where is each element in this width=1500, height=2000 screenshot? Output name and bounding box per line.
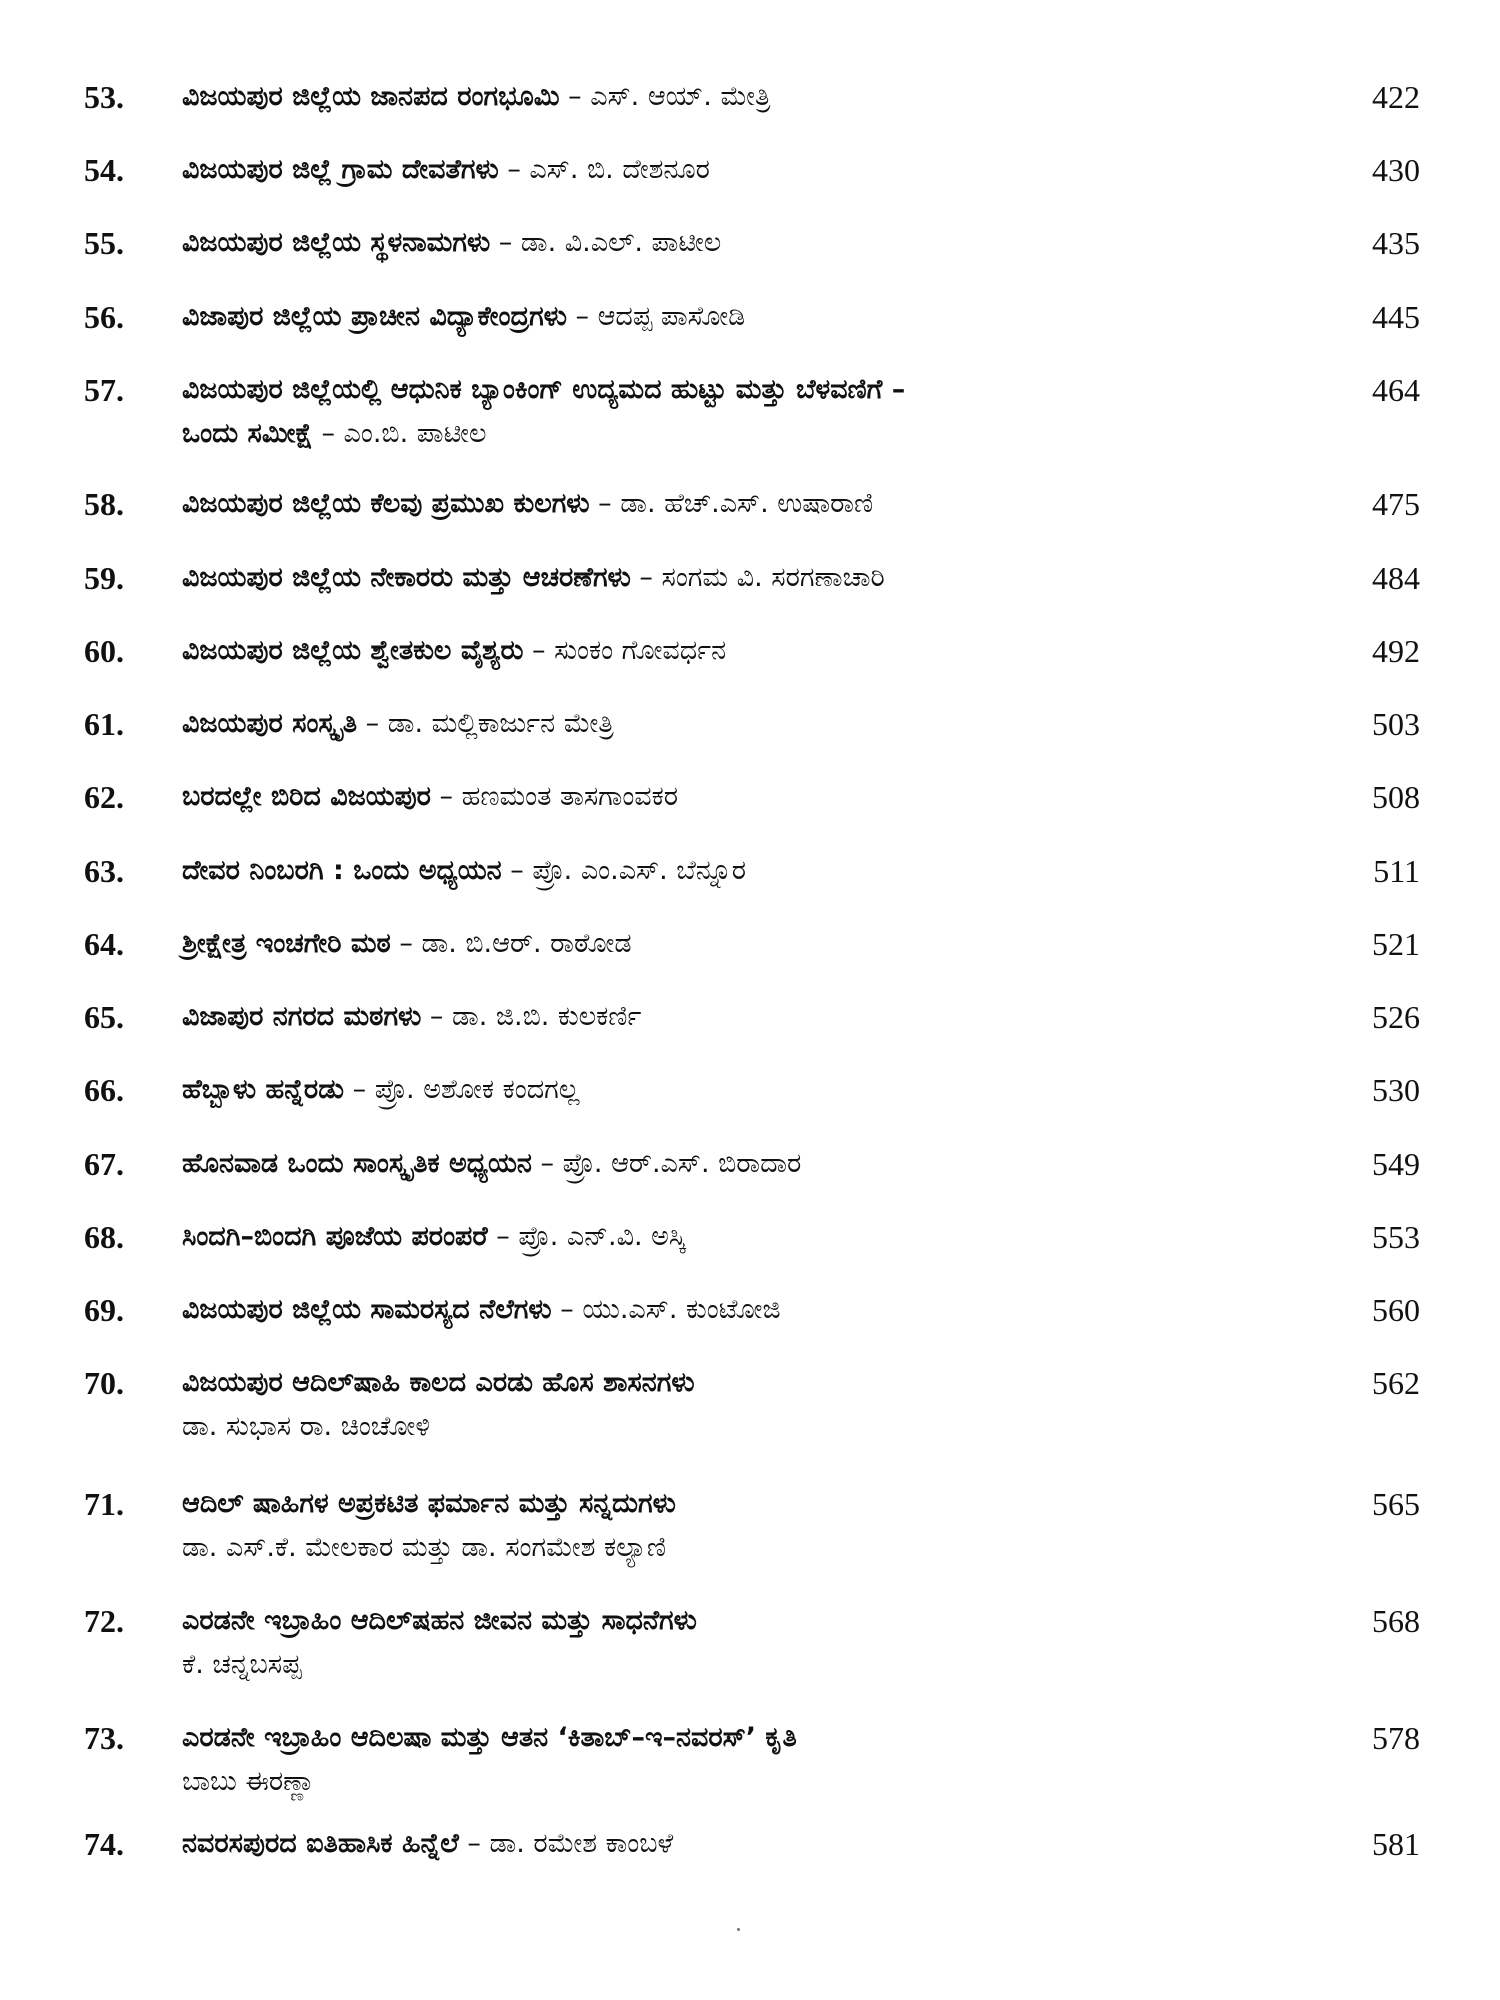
entry-page-number: 511	[1373, 853, 1420, 889]
dash-separator: –	[357, 708, 388, 739]
dash-separator: –	[566, 301, 598, 332]
entry-title: ಸಿಂದಗಿ–ಬಿಂದಗಿ ಪೂಜೆಯ ಪರಂಪರೆ	[182, 1221, 488, 1252]
entry-author: ಡಾ. ರಮೇಶ ಕಾಂಬಳೆ	[489, 1828, 674, 1859]
entry-title: ಆದಿಲ್ ಷಾಹಿಗಳ ಅಪ್ರಕಟಿತ ಫರ್ಮಾನ ಮತ್ತು ಸನ್ನದುಗಳು	[182, 1488, 676, 1519]
entry-title-line	[182, 295, 1182, 339]
dash-separator: –	[559, 81, 591, 112]
entry-page-number: 578	[1372, 1720, 1420, 1756]
entry-author: ಡಾ. ಹೆಚ್.ಎಸ್. ಉಷಾರಾಣಿ	[620, 488, 874, 519]
entry-author: ಡಾ. ಬಿ.ಆರ್. ರಾಠೋಡ	[421, 928, 632, 959]
entry-title-line	[182, 702, 1182, 746]
entry-title: ಶ್ರೀಕ್ಷೇತ್ರ ಇಂಚಗೇರಿ ಮಠ	[182, 928, 391, 959]
entry-page-number: 560	[1372, 1292, 1420, 1328]
entry-title: ವಿಜಯಪುರ ಜಿಲ್ಲೆ ಗ್ರಾಮ ದೇವತೆಗಳು	[182, 154, 499, 185]
entry-title-line	[182, 922, 1182, 966]
entry-number: 72.	[84, 1603, 124, 1639]
entry-number: 53.	[84, 79, 124, 115]
entry-page-number: 581	[1372, 1826, 1420, 1862]
entry-page-number: 492	[1372, 633, 1420, 669]
entry-page-number: 521	[1372, 926, 1420, 962]
dash-separator: –	[531, 1148, 563, 1179]
entry-number: 61.	[84, 706, 124, 742]
entry-number: 71.	[84, 1486, 124, 1522]
entry-title: ವಿಜಯಪುರ ಜಿಲ್ಲೆಯ ಜಾನಪದ ರಂಗಭೂಮಿ	[182, 81, 560, 112]
dash-separator: –	[312, 418, 344, 449]
entry-author: ಯು.ಎಸ್. ಕುಂಟೋಜಿ	[582, 1294, 781, 1325]
entry-author: ಎಸ್. ಬಿ. ದೇಶನೂರ	[529, 154, 710, 185]
entry-number: 57.	[84, 372, 124, 408]
entry-author: ಪ್ರೊ. ಎನ್.ವಿ. ಅಸ್ಕಿ	[518, 1221, 686, 1252]
entry-author: ಡಾ. ಜಿ.ಬಿ. ಕುಲಕರ್ಣಿ	[451, 1001, 642, 1032]
dash-separator: –	[490, 227, 521, 258]
entry-number: 56.	[84, 299, 124, 335]
dash-separator: –	[430, 781, 462, 812]
entry-author: ಎಂ.ಬಿ. ಪಾಟೀಲ	[343, 418, 487, 449]
entry-author: ಆದಪ್ಪ ಪಾಸೋಡಿ	[597, 301, 746, 332]
entry-author: ಪ್ರೊ. ಆರ್.ಎಸ್. ಬಿರಾದಾರ	[562, 1148, 802, 1179]
page-speck	[737, 1928, 740, 1931]
entry-title: ವಿಜಯಪುರ ಆದಿಲ್‌ಷಾಹಿ ಕಾಲದ ಎರಡು ಹೊಸ ಶಾಸನಗಳು	[182, 1367, 695, 1398]
dash-separator: –	[390, 928, 422, 959]
entry-title-line	[182, 1068, 1182, 1112]
entry-page-number: 435	[1372, 225, 1420, 261]
entry-author: ಎಸ್. ಆಯ್. ಮೇತ್ರಿ	[590, 81, 771, 112]
entry-author: ಹಣಮಂತ ತಾಸಗಾಂವಕರ	[461, 781, 679, 812]
entry-title: ವಿಜಯಪುರ ಜಿಲ್ಲೆಯ ನೇಕಾರರು ಮತ್ತು ಆಚರಣೆಗಳು	[182, 562, 631, 593]
entry-author: ಪ್ರೊ. ಎಂ.ಎಸ್. ಬೆನ್ನೂರ	[532, 855, 746, 886]
entry-author: ಸುಂಕಂ ಗೋವರ್ಧನ	[554, 635, 727, 666]
dash-separator: –	[498, 154, 530, 185]
entry-page-number: 526	[1372, 999, 1420, 1035]
entry-title: ದೇವರ ನಿಂಬರಗಿ : ಒಂದು ಅಧ್ಯಯನ	[182, 855, 502, 886]
entry-page-number: 475	[1372, 486, 1420, 522]
entry-title: ಬರದಲ್ಲೇ ಬಿರಿದ ವಿಜಯಪುರ	[182, 781, 431, 812]
dash-separator: –	[501, 855, 533, 886]
entry-number: 68.	[84, 1219, 124, 1255]
entry-title: ವಿಜಯಪುರ ಜಿಲ್ಲೆಯ ಸ್ಥಳನಾಮಗಳು	[182, 227, 491, 258]
entry-author: ಡಾ. ಮಲ್ಲಿಕಾರ್ಜುನ ಮೇತ್ರಿ	[387, 708, 614, 739]
entry-author: ಸಂಗಮ ವಿ. ಸರಗಣಾಚಾರಿ	[661, 562, 885, 593]
entry-page-number: 568	[1372, 1603, 1420, 1639]
entry-page-number: 484	[1372, 560, 1420, 596]
entry-title: ವಿಜಯಪುರ ಜಿಲ್ಲೆಯಲ್ಲಿ ಆಧುನಿಕ ಬ್ಯಾಂಕಿಂಗ್ ಉದ್ಯಮದ ಹುಟ್ಟು ಮತ್ತು ಬೆಳವಣಿಗೆ –	[182, 374, 906, 405]
entry-page-number: 430	[1372, 152, 1420, 188]
entry-title-line	[182, 368, 1182, 412]
entry-number: 65.	[84, 999, 124, 1035]
entry-page-number: 503	[1372, 706, 1420, 742]
entry-number: 55.	[84, 225, 124, 261]
entry-author: ಪ್ರೊ. ಅಶೋಕ ಕಂದಗಲ್ಲ	[374, 1074, 580, 1105]
entry-number: 66.	[84, 1072, 124, 1108]
entry-title: ಎರಡನೇ ಇಬ್ರಾಹಿಂ ಆದಿಲಷಾ ಮತ್ತು ಆತನ ‘ಕಿತಾಬ್–ಇ–ನವರಸ್’ ಕೃತಿ	[182, 1722, 797, 1753]
entry-title-line	[182, 556, 1182, 600]
entry-title: ವಿಜಯಪುರ ಜಿಲ್ಲೆಯ ಕೆಲವು ಪ್ರಮುಖ ಕುಲಗಳು	[182, 488, 590, 519]
entry-title: ವಿಜಯಪುರ ಸಂಸ್ಕೃತಿ	[182, 708, 358, 739]
entry-title-line	[182, 1599, 1182, 1643]
entry-number: 59.	[84, 560, 124, 596]
entry-title-line	[182, 1716, 1182, 1760]
entry-title-line	[182, 629, 1182, 673]
entry-title-line	[182, 1361, 1182, 1405]
entry-title: ವಿಜಯಪುರ ಜಿಲ್ಲೆಯ ಸಾಮರಸ್ಯದ ನೆಲೆಗಳು	[182, 1294, 552, 1325]
entry-title-line	[182, 775, 1182, 819]
dash-separator: –	[630, 562, 662, 593]
entry-author-line: ಬಾಬು ಈರಣ್ಣಾ	[182, 1766, 316, 1797]
entry-author-line: ಡಾ. ಸುಭಾಸ ರಾ. ಚಿಂಚೋಳಿ	[182, 1411, 431, 1442]
entry-title-line	[182, 1288, 1182, 1332]
entry-title-line	[182, 1142, 1182, 1186]
entry-title-line	[182, 1822, 1182, 1866]
entry-page-number: 464	[1372, 372, 1420, 408]
entry-page-number: 422	[1372, 79, 1420, 115]
entry-title-line	[182, 1482, 1182, 1526]
entry-number: 60.	[84, 633, 124, 669]
dash-separator: –	[523, 635, 555, 666]
entry-title-line	[182, 995, 1182, 1039]
dash-separator: –	[589, 488, 621, 519]
entry-title-line	[182, 221, 1182, 265]
dash-separator: –	[344, 1074, 375, 1105]
entry-author-line: ಕೆ. ಚನ್ನಬಸಪ್ಪ	[182, 1649, 302, 1680]
entry-title-continued: ಒಂದು ಸಮೀಕ್ಷೆ	[182, 418, 313, 449]
entry-title: ನವರಸಪುರದ ಐತಿಹಾಸಿಕ ಹಿನ್ನೆಲೆ	[182, 1828, 459, 1859]
dash-separator: –	[421, 1001, 452, 1032]
entry-title-line	[182, 849, 1182, 893]
entry-number: 58.	[84, 486, 124, 522]
entry-title: ಹೆಬ್ಬಾಳು ಹನ್ನೆರಡು	[182, 1074, 345, 1105]
entry-page-number: 565	[1372, 1486, 1420, 1522]
entry-page-number: 553	[1372, 1219, 1420, 1255]
dash-separator: –	[458, 1828, 490, 1859]
entry-page-number: 549	[1372, 1146, 1420, 1182]
entry-page-number: 562	[1372, 1365, 1420, 1401]
dash-separator: –	[487, 1221, 519, 1252]
entry-number: 62.	[84, 779, 124, 815]
entry-continuation-line	[182, 412, 1182, 456]
entry-number: 54.	[84, 152, 124, 188]
entry-title-line	[182, 148, 1182, 192]
entry-page-number: 508	[1372, 779, 1420, 815]
entry-number: 64.	[84, 926, 124, 962]
entry-title-line	[182, 482, 1182, 526]
entry-author-line: ಡಾ. ಎಸ್.ಕೆ. ಮೇಲಕಾರ ಮತ್ತು ಡಾ. ಸಂಗಮೇಶ ಕಲ್ಯಾಣಿ	[182, 1532, 667, 1563]
entry-title: ವಿಜಯಪುರ ಜಿಲ್ಲೆಯ ಶ್ವೇತಕುಲ ವೈಶ್ಯರು	[182, 635, 524, 666]
entry-page-number: 445	[1372, 299, 1420, 335]
entry-number: 70.	[84, 1365, 124, 1401]
entry-number: 67.	[84, 1146, 124, 1182]
entry-number: 74.	[84, 1826, 124, 1862]
entry-title: ಹೊನವಾಡ ಒಂದು ಸಾಂಸ್ಕೃತಿಕ ಅಧ್ಯಯನ	[182, 1148, 532, 1179]
entry-title: ವಿಜಾಪುರ ನಗರದ ಮಠಗಳು	[182, 1001, 422, 1032]
entry-author: ಡಾ. ವಿ.ಎಲ್. ಪಾಟೀಲ	[520, 227, 722, 258]
entry-title-line	[182, 1215, 1182, 1259]
entry-title: ವಿಜಾಪುರ ಜಿಲ್ಲೆಯ ಪ್ರಾಚೀನ ವಿದ್ಯಾಕೇಂದ್ರಗಳು	[182, 301, 567, 332]
entry-number: 73.	[84, 1720, 124, 1756]
entry-number: 63.	[84, 853, 124, 889]
entry-number: 69.	[84, 1292, 124, 1328]
entry-page-number: 530	[1372, 1072, 1420, 1108]
dash-separator: –	[551, 1294, 583, 1325]
entry-title: ಎರಡನೇ ಇಬ್ರಾಹಿಂ ಆದಿಲ್‌ಷಹನ ಜೀವನ ಮತ್ತು ಸಾಧನೆಗಳು	[182, 1605, 697, 1636]
entry-title-line	[182, 75, 1182, 119]
